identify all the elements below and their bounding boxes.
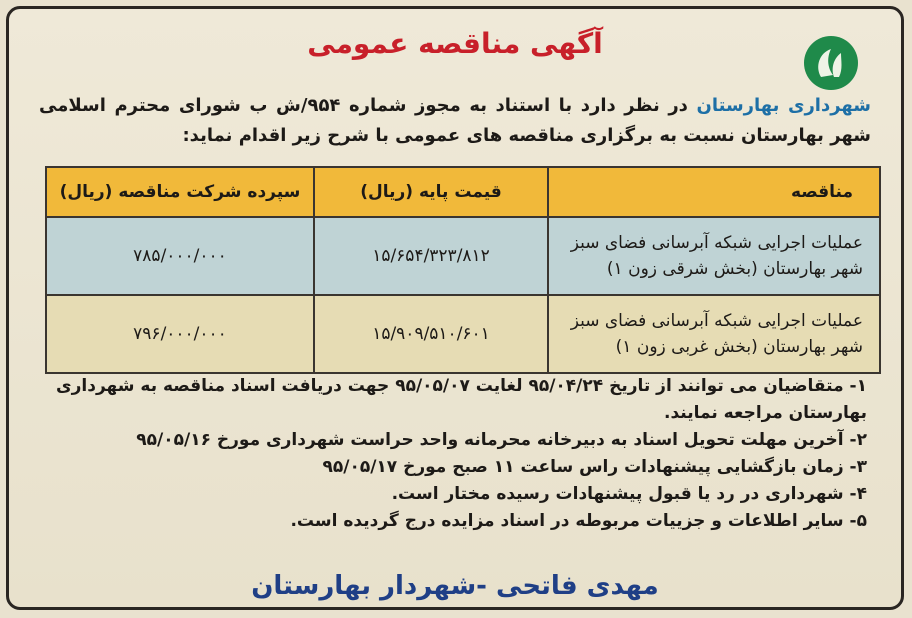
notes-list <box>39 373 867 535</box>
notice-intro <box>39 91 871 151</box>
header-tender: مناقصه <box>548 167 880 217</box>
tender-base-price: ۱۵/۹۰۹/۵۱۰/۶۰۱ <box>314 295 548 373</box>
tender-table <box>45 166 881 374</box>
intro-text: در نظر دارد با استناد به مجوز شماره ۹۵۴/ش ب شورای محترم اسلامی شهر بهارستان نسبت به برگزاری مناقصه های عمومی با شرح زیر اقدام نماید: <box>39 95 871 146</box>
tender-name: عملیات اجرایی شبکه آبرسانی فضای سبز شهر بهارستان (بخش شرقی زون ۱) <box>548 217 880 295</box>
table-header-row <box>46 167 880 217</box>
organization-name: شهرداری بهارستان <box>696 95 871 116</box>
header-deposit: سپرده شرکت مناقصه (ریال) <box>46 167 314 217</box>
tender-deposit: ۷۹۶/۰۰۰/۰۰۰ <box>46 295 314 373</box>
tender-base-price: ۱۵/۶۵۴/۳۲۳/۸۱۲ <box>314 217 548 295</box>
tender-name: عملیات اجرایی شبکه آبرسانی فضای سبز شهر بهارستان (بخش غربی زون ۱) <box>548 295 880 373</box>
note-item: ۳- زمان بازگشایی پیشنهادات راس ساعت ۱۱ صبح مورخ ۹۵/۰۵/۱۷ <box>322 457 867 477</box>
table-row <box>46 295 880 373</box>
header-base-price: قیمت پایه (ریال) <box>314 167 548 217</box>
signature: مهدی فاتحی -شهردار بهارستان <box>251 571 659 601</box>
note-item: ۲- آخرین مهلت تحویل اسناد به دبیرخانه محرمانه واحد حراست شهرداری مورخ ۹۵/۰۵/۱۶ <box>136 430 867 450</box>
tender-deposit: ۷۸۵/۰۰۰/۰۰۰ <box>46 217 314 295</box>
note-item: ۵- سایر اطلاعات و جزییات مربوطه در اسناد مزایده درج گردیده است. <box>290 511 867 531</box>
notice-title: آگهی مناقصه عمومی <box>307 27 603 60</box>
notice-frame <box>6 6 904 610</box>
note-item: ۱- متقاضیان می توانند از تاریخ ۹۵/۰۴/۲۴ لغایت ۹۵/۰۵/۰۷ جهت دریافت اسناد مناقصه به شهرداری بهارستان مراجعه نمایند. <box>56 376 867 423</box>
table-row <box>46 217 880 295</box>
note-item: ۴- شهرداری در رد یا قبول پیشنهادات رسیده مختار است. <box>391 484 867 504</box>
